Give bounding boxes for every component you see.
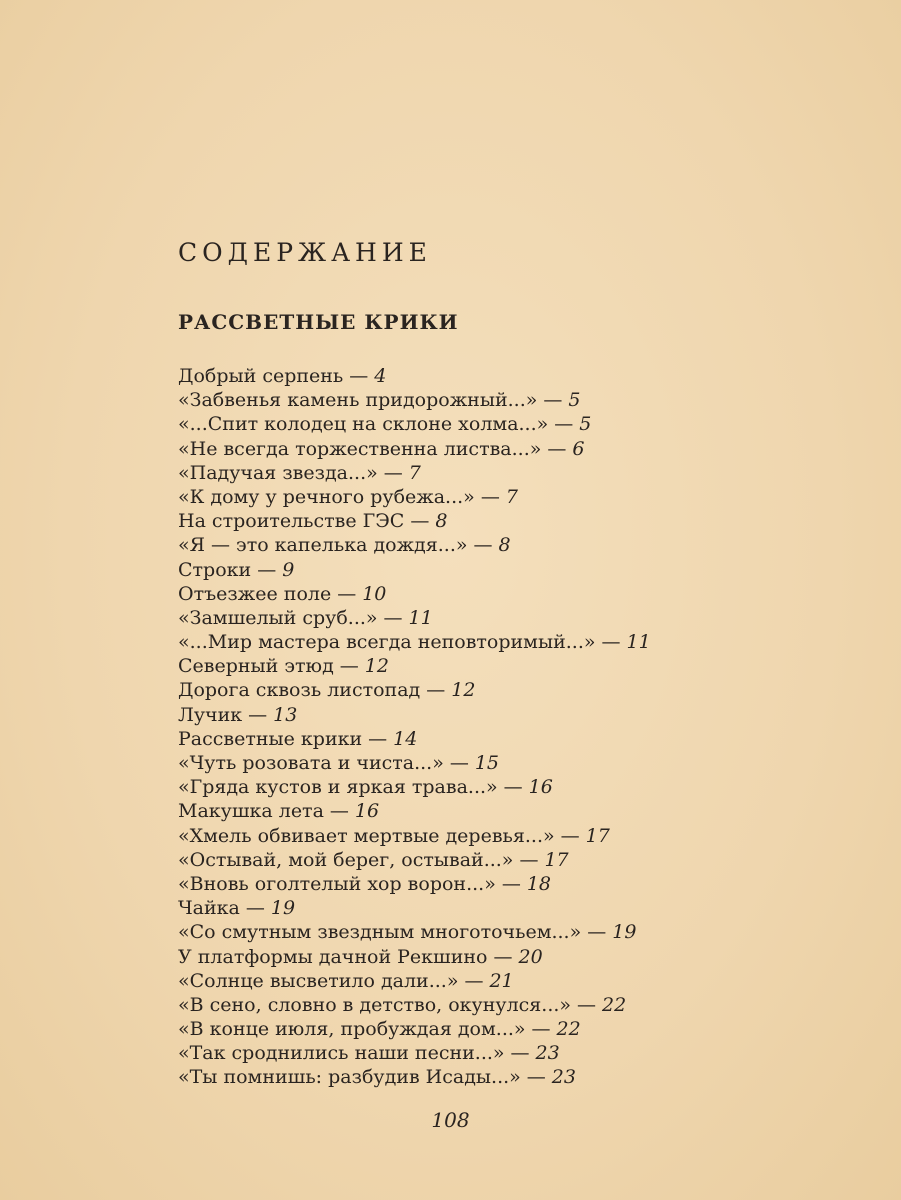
toc-entry [178,364,828,388]
toc-dash: — [339,655,359,678]
toc-entry [178,969,828,993]
toc-entry-title: «В сено, словно в детство, окунулся...» [178,993,572,1016]
toc-dash: — [337,582,357,605]
toc-entry-title: Дорога сквозь листопад [178,679,421,702]
toc-dash: — [464,969,484,992]
toc-dash: — [601,631,621,654]
table-of-contents [178,364,828,1090]
toc-dash: — [245,897,265,920]
toc-entry-page: 19 [612,921,637,944]
toc-entry [178,848,828,872]
page-number: 108 [431,1108,470,1132]
toc-entry-page: 12 [364,655,389,678]
toc-entry-page: 10 [362,582,387,605]
toc-entry-page: 6 [572,437,585,460]
toc-entry [178,461,828,485]
toc-entry-title: Чайка [178,897,240,920]
toc-entry-title: Северный этюд [178,655,334,678]
toc-entry-page: 9 [282,558,295,581]
toc-entry-page: 5 [579,413,592,436]
toc-entry [178,582,828,606]
toc-entry [178,388,828,412]
toc-dash: — [519,848,539,871]
toc-entry [178,1041,828,1065]
toc-entry-title: «Вновь оголтелый хор ворон...» [178,872,496,895]
toc-entry-title: «Замшелый сруб...» [178,606,378,629]
toc-entry [178,727,828,751]
toc-dash: — [510,1042,530,1065]
toc-entry-page: 8 [435,510,448,533]
toc-entry-page: 13 [273,703,298,726]
toc-entry-title: «Хмель обвивает мертвые деревья...» [178,824,555,847]
toc-entry-page: 21 [489,969,514,992]
toc-dash: — [449,752,469,774]
toc-dash: — [554,413,574,436]
toc-entry-title: У платформы дачной Рекшино [178,945,488,968]
toc-entry-page: 4 [374,365,387,387]
toc-entry-page: 16 [354,800,380,823]
toc-entry [178,1065,828,1089]
toc-entry-page: 7 [505,485,518,508]
toc-dash: — [349,365,369,387]
toc-entry-title: «Ты помнишь: разбудив Исады...» [178,1066,521,1089]
toc-dash: — [248,703,268,726]
toc-dash: — [329,800,349,823]
toc-entry [178,872,828,896]
toc-entry-title: Лучик [178,703,243,726]
toc-dash: — [526,1066,546,1089]
toc-entry-title: «Остывай, мой берег, остывай...» [178,848,514,871]
toc-entry-title: Отъезжее поле [178,582,332,605]
toc-entry [178,824,828,848]
toc-entry-page: 7 [408,461,421,484]
toc-dash: — [426,679,446,702]
toc-entry-page: 12 [451,679,476,702]
toc-entry-title: «Забвенья камень придорожный...» [178,389,538,412]
toc-entry-page: 22 [556,1018,581,1041]
toc-entry-page: 14 [393,727,418,750]
toc-dash: — [547,437,567,460]
toc-entry-title: Добрый серпень [178,365,344,387]
toc-entry-page: 11 [408,606,433,629]
toc-entry [178,630,828,654]
toc-dash: — [257,558,277,581]
toc-entry [178,751,828,775]
toc-dash: — [577,993,597,1016]
toc-dash: — [480,485,500,508]
toc-entry-title: «В конце июля, пробуждая дом...» [178,1018,526,1041]
toc-dash: — [531,1018,551,1041]
toc-entry-title: Рассветные крики [178,727,363,750]
toc-entry [178,437,828,461]
toc-entry-page: 17 [544,848,569,871]
toc-entry-title: «...Мир мастера всегда неповторимый...» [178,631,596,654]
toc-dash: — [410,510,430,533]
toc-entry-title: На строительстве ГЭС [178,510,405,533]
toc-entry-page: 19 [270,897,296,920]
toc-entry-title: «Падучая звезда...» [178,461,378,484]
toc-entry [178,509,828,533]
toc-dash: — [493,945,513,968]
toc-entry [178,945,828,969]
toc-entry-page: 23 [551,1066,576,1089]
toc-entry-title: «К дому у речного рубежа...» [178,485,475,508]
toc-entry [178,606,828,630]
toc-entry-title: «Не всегда торжественна листва...» [178,437,542,460]
toc-dash: — [560,824,580,847]
toc-entry [178,799,828,823]
toc-entry-title: «...Спит колодец на склоне холма...» [178,413,549,436]
toc-entry-page: 5 [568,389,581,412]
toc-dash: — [383,606,403,629]
toc-entry-title: «Чуть розовата и чиста...» [178,752,444,774]
toc-entry-title: «Солнце высветило дали...» [178,969,459,992]
toc-entry [178,533,828,557]
toc-dash: — [383,461,403,484]
toc-entry [178,703,828,727]
toc-entry-page: 20 [518,945,543,968]
toc-entry-title: «Так сроднились наши песни...» [178,1042,505,1065]
toc-dash: — [368,727,388,750]
toc-entry [178,993,828,1017]
toc-dash: — [543,389,563,412]
toc-entry-page: 8 [498,534,511,557]
toc-entry-title: «Гряда кустов и яркая трава...» [178,776,498,799]
toc-entry-title: Макушка лета [178,800,324,823]
toc-entry [178,558,828,582]
toc-entry [178,1017,828,1041]
toc-entry-title: Строки [178,558,252,581]
toc-entry-page: 16 [528,776,553,799]
toc-entry [178,412,828,436]
toc-entry [178,920,828,944]
page-heading: СОДЕРЖАНИЕ [178,238,432,267]
toc-entry [178,654,828,678]
toc-dash: — [501,872,521,895]
toc-entry-page: 11 [626,631,651,654]
toc-entry-page: 22 [602,993,627,1016]
toc-entry-page: 15 [474,752,500,774]
toc-entry [178,775,828,799]
toc-entry-page: 17 [585,824,610,847]
toc-dash: — [473,534,493,557]
toc-entry-page: 23 [535,1042,560,1065]
toc-entry [178,485,828,509]
section-title: РАССВЕТНЫЕ КРИКИ [178,310,459,334]
toc-entry-page: 18 [526,872,552,895]
toc-entry-title: «Со смутным звездным многоточьем...» [178,921,582,944]
toc-dash: — [587,921,607,944]
toc-entry [178,896,828,920]
toc-entry-title: «Я — это капелька дождя...» [178,534,468,557]
toc-entry [178,678,828,702]
toc-dash: — [503,776,523,799]
